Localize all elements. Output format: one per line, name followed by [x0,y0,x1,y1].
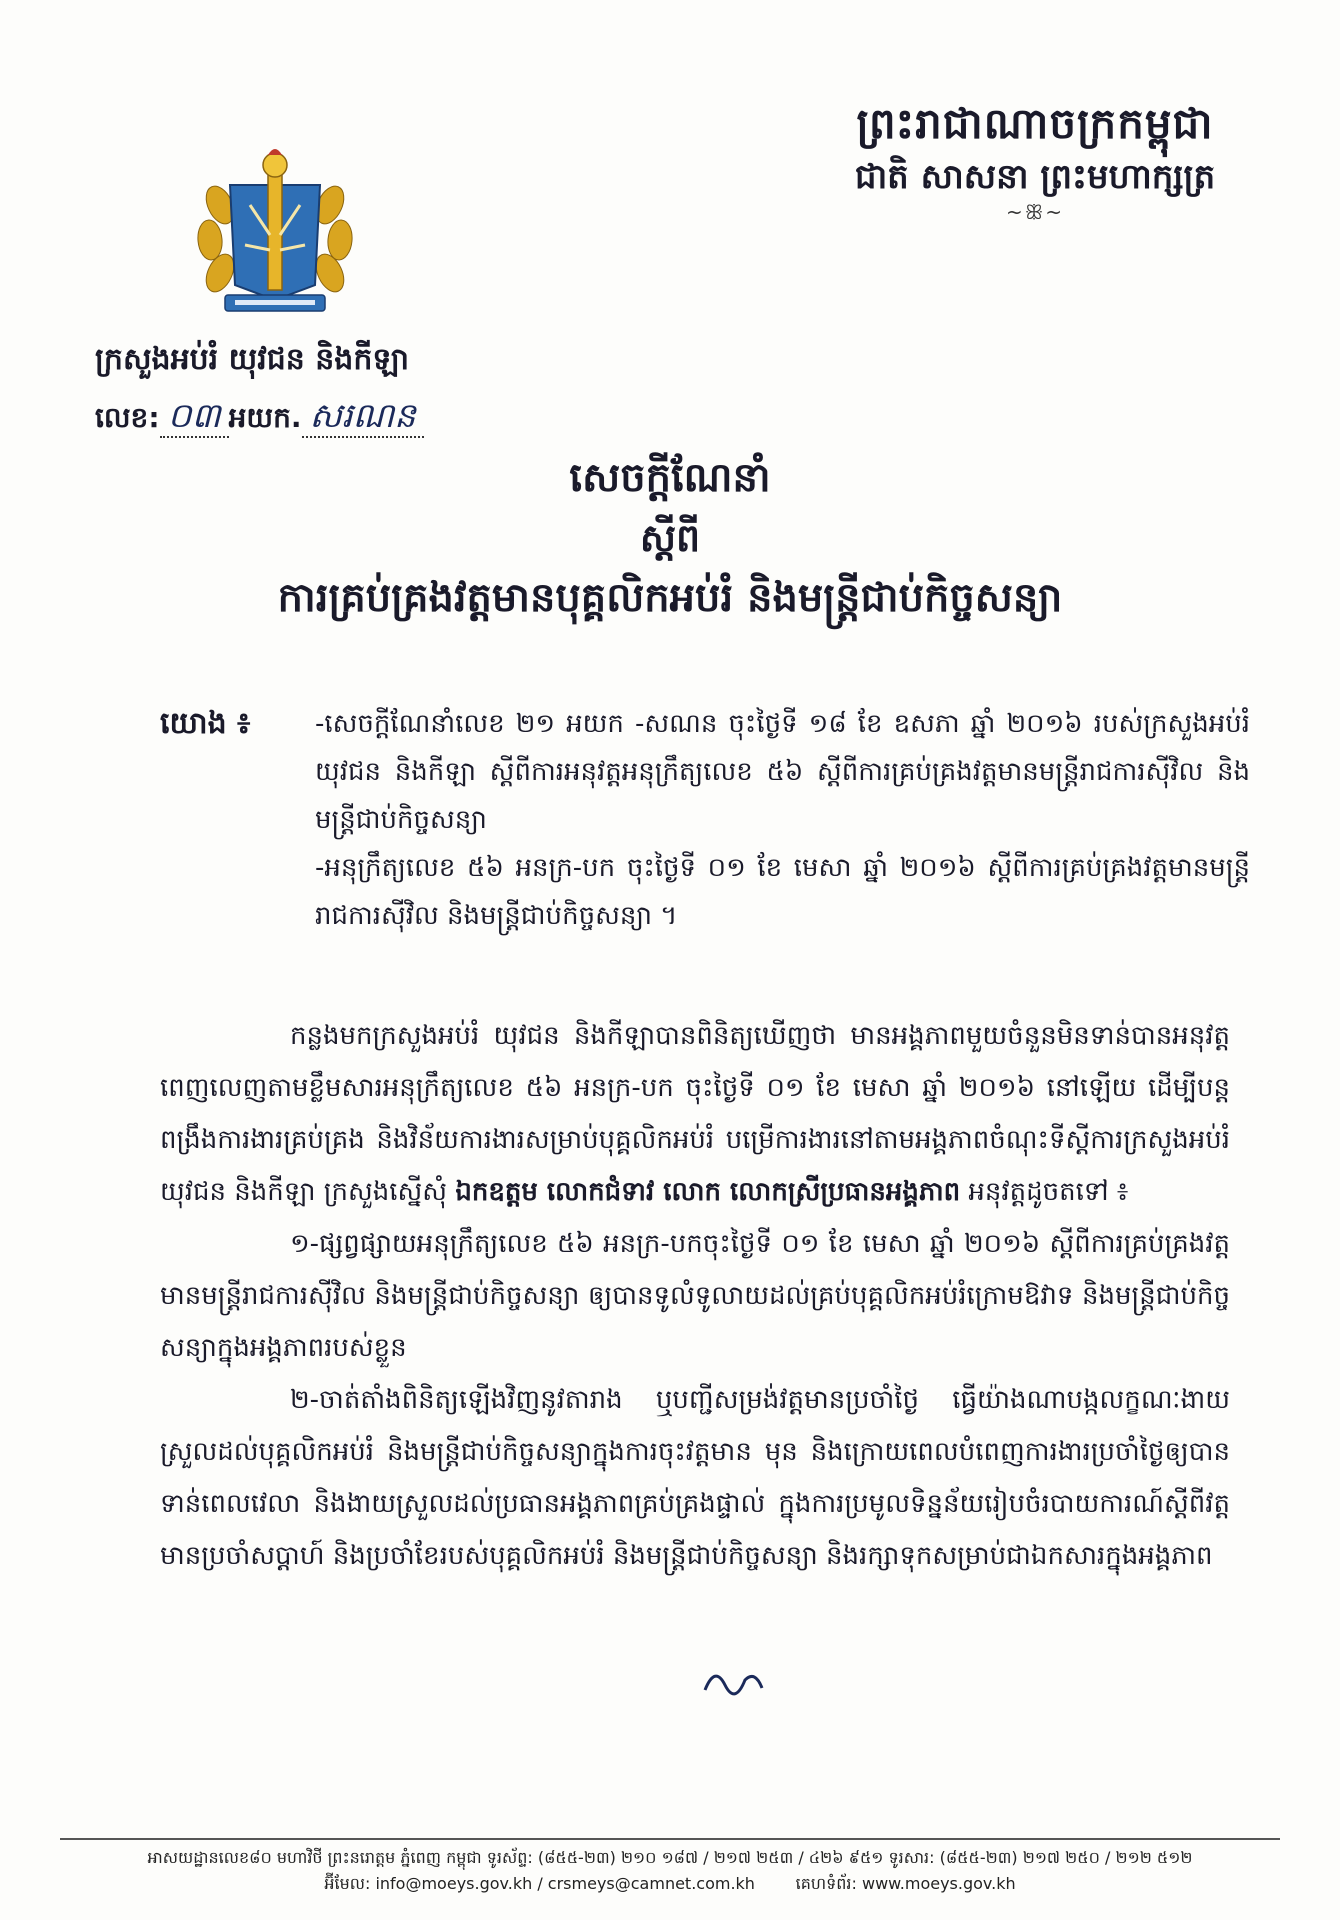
intro-end: អនុវត្តដូចតទៅ ៖ [960,1177,1129,1207]
addressees: ឯកឧត្តម លោកជំទាវ លោក លោកស្រីប្រធានអង្គភាព [455,1177,961,1207]
national-motto: ជាតិ សាសនា ព្រះមហាក្សត្រ [854,157,1216,197]
point-2: ២-ចាត់តាំងពិនិត្យឡើងវិញនូវតារាង ឬបញ្ជីសម្រង់វត្តមានប្រចាំថ្ងៃ ធ្វើយ៉ាងណាបង្កលក្ខណៈងាយស្រួលដល់បុគ្គលិកអប់រំ និងមន្ត្រីជាប់កិច្ចសន្យាក្នុងការចុះវត្តមាន មុន និងក្រោយពេលបំពេញការងារប្រចាំថ្ងៃឲ្យបានទាន់ពេលវេលា និងងាយស្រួលដល់ប្រធានអង្គភាពគ្រប់គ្រងផ្ទាល់ ក្នុងការប្រមូលទិន្នន័យរៀបចំរបាយការណ៍ស្តីពីវត្តមានប្រចាំសប្តាហ៍ និងប្រចាំខែរបស់បុគ្គលិកអប់រំ និងមន្ត្រីជាប់កិច្ចសន្យា និងរក្សាទុកសម្រាប់ជាឯកសារក្នុងអង្គភាព [160,1385,1230,1571]
point-1: ១-ផ្សព្វផ្សាយអនុក្រឹត្យលេខ ៥៦ អនក្រ-បកចុះថ្ងៃទី ០១ ខែ មេសា ឆ្នាំ ២០១៦ ស្តីពីការគ្រប់គ្រងវត្តមានមន្ត្រីរាជការស៊ីវិល និងមន្ត្រីជាប់កិច្ចសន្យា ឲ្យបានទូលំទូលាយដល់គ្រប់បុគ្គលិកអប់រំក្រោមឱវាទ និងមន្ត្រីជាប់កិច្ចសន្យាក្នុងអង្គភាពរបស់ខ្លួន [160,1229,1230,1363]
footer-contact [60,1871,1280,1897]
references-list [315,700,1250,940]
reference-item: -អនុក្រឹត្យលេខ ៥៦ អនក្រ-បក ចុះថ្ងៃទី ០១ ខែ មេសា ឆ្នាំ ២០១៦ ស្តីពីការគ្រប់គ្រងវត្តមានមន្ត្រីរាជការស៊ីវិល និងមន្ត្រីជាប់កិច្ចសន្យា ។ [315,853,1250,931]
title-line-3: ការគ្រប់គ្រងវត្តមានបុគ្គលិកអប់រំ និងមន្ត្រីជាប់កិច្ចសន្យា [277,575,1063,621]
footer [60,1845,1280,1897]
ref-prefix: លេខ: [95,401,160,434]
kingdom-title: ព្រះរាជាណាចក្រកម្ពុជា [856,99,1214,148]
ref-number-handwritten: ០៣ [160,396,229,438]
ref-suffix: អយក. [228,401,302,434]
footer-email: អ៊ីមែល: info@moeys.gov.kh / crsmeys@camnet.com.kh [324,1874,755,1893]
ministry-emblem-icon [190,145,360,320]
reference-number [95,396,424,438]
intro-paragraph [160,1010,1230,1218]
title-line-2: ស្តីពី [639,516,701,560]
ref-code-handwritten: សរណន [302,396,424,438]
page-continue-mark-icon [700,1660,770,1700]
footer-website: គេហទំព័រ: www.moeys.gov.kh [795,1874,1016,1893]
ornament-divider: ~ꕥ~ [1005,200,1065,224]
title-line-1: សេចក្តីណែនាំ [569,455,771,501]
ministry-name: ក្រសួងអប់រំ យុវជន និងកីឡា [95,342,410,377]
intro-text: កន្លងមកក្រសួងអប់រំ យុវជន និងកីឡាបានពិនិត្យឃើញថា មានអង្គភាពមួយចំនួនមិនទាន់បានអនុវត្តពេញលេញតាមខ្លឹមសារអនុក្រឹត្យលេខ ៥៦ អនក្រ-បក ចុះថ្ងៃទី ០១ ខែ មេសា ឆ្នាំ ២០១៦ នៅឡើយ ដើម្បីបន្តពង្រឹងការងារគ្រប់គ្រង និងវិន័យការងារសម្រាប់បុគ្គលិកអប់រំ បម្រើការងារនៅតាមអង្គភាពចំណុះទីស្តីការក្រសួងអប់រំ យុវជន និងកីឡា ក្រសួងស្នើសុំ [160,1021,1230,1207]
document-title [0,448,1340,628]
kingdom-header [815,95,1255,223]
reference-item: -សេចក្តីណែនាំលេខ ២១ អយក -សណន ចុះថ្ងៃទី ១៨ ខែ ឧសភា ឆ្នាំ ២០១៦ របស់ក្រសួងអប់រំ យុវជន និងកីឡា ស្តីពីការអនុវត្តអនុក្រឹត្យលេខ ៥៦ ស្តីពីការគ្រប់គ្រងវត្តមានមន្ត្រីរាជការស៊ីវិល និងមន្ត្រីជាប់កិច្ចសន្យា [315,709,1250,835]
references-label: យោង ៖ [160,706,251,741]
footer-divider [60,1838,1280,1840]
footer-address: អាសយដ្ឋានលេខ៨០ មហាវិថី ព្រះនរោត្តម ភ្នំពេញ កម្ពុជា ទូរស័ព្ទ: (៨៥៥-២៣) ២១០ ១៨៧ / ២១៧ ២៥៣ / ៤២៦ ៩៥១ ទូរសារ: (៨៥៥-២៣) ២១៧ ២៥០ / ២១២ ៥១២ [147,1848,1193,1867]
body-section [160,1010,1230,1582]
